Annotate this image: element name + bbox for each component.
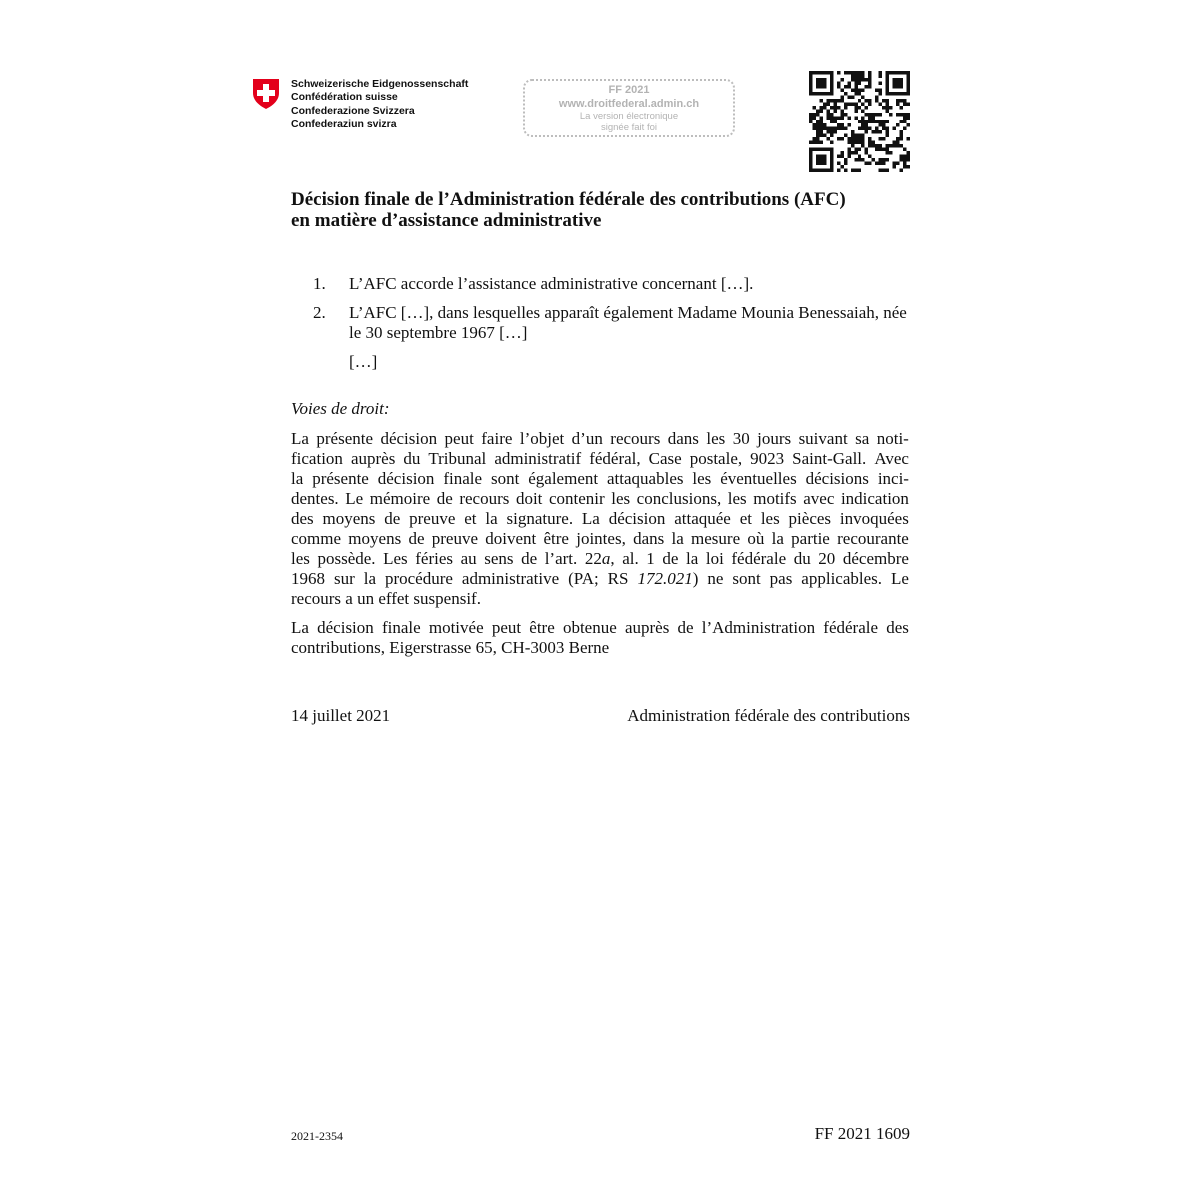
word: éventuelles bbox=[720, 469, 797, 488]
word: décembre bbox=[842, 549, 909, 568]
word: jours bbox=[757, 429, 792, 448]
decision-date: 14 juillet 2021 bbox=[291, 706, 391, 725]
federal-name-rm: Confederaziun svizra bbox=[291, 118, 397, 131]
word: où bbox=[747, 529, 765, 548]
word: doivent bbox=[485, 529, 537, 548]
word: les bbox=[692, 469, 712, 488]
title-line-2: en matière d’assistance administrative bbox=[291, 210, 602, 231]
word: la bbox=[291, 469, 304, 488]
word: 65, bbox=[475, 638, 502, 657]
word: postale, bbox=[689, 449, 743, 468]
list-item-text: L’AFC accorde l’assistance administrative concernant […]. bbox=[349, 274, 754, 293]
word: sens bbox=[484, 549, 514, 568]
word: décision bbox=[608, 509, 666, 528]
word: Avec bbox=[874, 449, 909, 468]
word: RS bbox=[607, 569, 629, 588]
word: jointes, bbox=[576, 529, 626, 548]
word: sur bbox=[333, 569, 355, 588]
paragraph-line bbox=[291, 469, 909, 489]
word: al. bbox=[622, 549, 639, 568]
word: applicables. bbox=[801, 569, 883, 588]
decision-list bbox=[291, 274, 911, 372]
word: ne bbox=[707, 569, 724, 588]
word: de bbox=[436, 489, 453, 508]
word: décision bbox=[380, 429, 438, 448]
word: attaquables bbox=[607, 469, 684, 488]
word: 9023 bbox=[750, 449, 785, 468]
word: suivant bbox=[798, 429, 848, 448]
word: du bbox=[793, 549, 811, 568]
word: des bbox=[886, 618, 909, 637]
word: invoquées bbox=[839, 509, 909, 528]
word: l’art. bbox=[544, 549, 578, 568]
word: recours bbox=[610, 429, 661, 448]
word: noti- bbox=[876, 429, 909, 448]
word: La bbox=[291, 429, 309, 448]
word: loi bbox=[705, 549, 724, 568]
word: CH-3003 bbox=[501, 638, 569, 657]
word: présente bbox=[316, 429, 374, 448]
paragraph-line bbox=[291, 618, 909, 638]
word: la bbox=[771, 529, 784, 548]
word: a bbox=[345, 589, 358, 608]
word: pièces bbox=[788, 509, 832, 528]
list-item-number: 1. bbox=[313, 274, 326, 293]
word: être bbox=[529, 618, 555, 637]
list-item-text: L’AFC […], dans lesquelles apparaît également Madame Mounia Benessaiah, née le 30 septembre 1967 […] bbox=[349, 303, 907, 342]
word: finale bbox=[443, 469, 483, 488]
word: Les bbox=[383, 549, 408, 568]
word: l’Administration bbox=[701, 618, 816, 637]
federal-name-fr: Confédération suisse bbox=[291, 91, 398, 104]
word: Le bbox=[345, 489, 364, 508]
word: les bbox=[611, 489, 631, 508]
list-item bbox=[291, 274, 911, 294]
word: de bbox=[677, 618, 694, 637]
word: décision bbox=[377, 469, 435, 488]
word: motifs bbox=[753, 489, 797, 508]
paragraph-line bbox=[291, 569, 909, 589]
stamp-ff: FF 2021 bbox=[608, 84, 650, 96]
word: Tribunal bbox=[428, 449, 487, 468]
word: mémoire bbox=[369, 489, 431, 508]
word: de bbox=[384, 509, 401, 528]
word: contenir bbox=[548, 489, 605, 508]
word: la bbox=[485, 509, 498, 528]
word: sont bbox=[490, 469, 520, 488]
qr-code-icon bbox=[809, 71, 910, 172]
voies-de-droit-label: Voies de droit: bbox=[291, 399, 390, 418]
word: recours bbox=[459, 489, 510, 508]
word: auprès bbox=[350, 449, 396, 468]
paragraph-line bbox=[291, 589, 909, 609]
word: 30 bbox=[732, 429, 750, 448]
word: procédure bbox=[384, 569, 453, 588]
word: 22a, bbox=[584, 549, 615, 568]
list-ellipsis: […] bbox=[349, 352, 378, 371]
word: de bbox=[408, 529, 425, 548]
document-reference: 2021-2354 bbox=[291, 1129, 343, 1143]
word: inci- bbox=[877, 469, 909, 488]
word: finale bbox=[381, 618, 421, 637]
word: présente bbox=[312, 469, 369, 488]
word: du bbox=[403, 449, 421, 468]
electronic-version-stamp bbox=[523, 79, 735, 137]
word: de bbox=[662, 549, 679, 568]
word: les bbox=[760, 509, 780, 528]
word: La bbox=[581, 509, 600, 528]
word: avec bbox=[803, 489, 835, 508]
word: féries bbox=[415, 549, 454, 568]
paragraph-line bbox=[291, 429, 909, 449]
word: fédérale bbox=[823, 618, 879, 637]
federal-name-it: Confederazione Svizzera bbox=[291, 104, 415, 117]
document-title bbox=[291, 189, 931, 231]
obtain-decision-paragraph bbox=[291, 618, 909, 658]
word: La bbox=[291, 618, 309, 637]
word: la bbox=[671, 529, 684, 548]
word: motivée bbox=[428, 618, 484, 637]
word: recourante bbox=[837, 529, 909, 548]
word: 172.021) bbox=[637, 569, 699, 588]
word: administrative bbox=[461, 569, 560, 588]
federal-gazette-reference: FF 2021 1609 bbox=[814, 1124, 910, 1143]
word: les bbox=[706, 429, 726, 448]
word: administratif bbox=[494, 449, 582, 468]
word: des bbox=[291, 509, 314, 528]
word: faire bbox=[481, 429, 513, 448]
word: conclusions, bbox=[636, 489, 722, 508]
word: décisions bbox=[805, 469, 869, 488]
word: sa bbox=[855, 429, 870, 448]
word: de bbox=[521, 549, 538, 568]
word: également bbox=[528, 469, 599, 488]
federal-name-de: Schweizerische Eidgenossenschaft bbox=[291, 78, 469, 90]
issuing-authority: Administration fédérale des contributions bbox=[627, 706, 910, 725]
paragraph-line bbox=[291, 638, 909, 658]
word: 1 bbox=[646, 549, 655, 568]
swiss-crest-icon bbox=[252, 78, 280, 110]
word: la bbox=[686, 549, 699, 568]
word: partie bbox=[791, 529, 830, 548]
word: Eigerstrasse bbox=[389, 638, 476, 657]
word: Saint-Gall. bbox=[792, 449, 867, 468]
paragraph-line bbox=[291, 449, 909, 469]
word: fédéral, bbox=[589, 449, 641, 468]
recourse-paragraph bbox=[291, 429, 909, 609]
word: moyens bbox=[322, 509, 376, 528]
list-item bbox=[291, 303, 911, 343]
word: peut bbox=[491, 618, 522, 637]
word: suspensif. bbox=[413, 589, 481, 608]
word: attaquée bbox=[674, 509, 731, 528]
word: l’objet bbox=[519, 429, 565, 448]
word: un bbox=[357, 589, 379, 608]
paragraph-line bbox=[291, 509, 909, 529]
word: preuve bbox=[431, 529, 478, 548]
word: être bbox=[543, 529, 569, 548]
word: décision bbox=[317, 618, 374, 637]
word: d’un bbox=[571, 429, 603, 448]
word: 20 bbox=[818, 549, 836, 568]
word: effet bbox=[378, 589, 414, 608]
word: sont bbox=[732, 569, 761, 588]
word: Berne bbox=[568, 638, 610, 657]
word: fication bbox=[291, 449, 343, 468]
paragraph-line bbox=[291, 489, 909, 509]
word: au bbox=[460, 549, 477, 568]
word: et bbox=[739, 509, 752, 528]
list-item-number: 2. bbox=[313, 303, 326, 322]
word: fédérale bbox=[731, 549, 787, 568]
stamp-note-1: La version électronique bbox=[579, 111, 679, 122]
word: preuve bbox=[409, 509, 456, 528]
word: la bbox=[363, 569, 376, 588]
word: les bbox=[291, 549, 310, 568]
word: moyens bbox=[348, 529, 402, 548]
paragraph-line bbox=[291, 529, 909, 549]
word: indication bbox=[840, 489, 909, 508]
word: possède. bbox=[317, 549, 376, 568]
stamp-note-2: signée fait foi bbox=[601, 122, 657, 133]
word: peut bbox=[444, 429, 474, 448]
word: obtenue bbox=[562, 618, 617, 637]
word: recours bbox=[291, 589, 346, 608]
word: dans bbox=[633, 529, 665, 548]
federal-names bbox=[291, 78, 468, 132]
word: Case bbox=[648, 449, 682, 468]
word: dans bbox=[667, 429, 699, 448]
title-line-1: Décision finale de l’Administration fédérale des contributions (AFC) bbox=[291, 189, 846, 210]
word: 1968 bbox=[291, 569, 325, 588]
word: comme bbox=[291, 529, 342, 548]
stamp-url: www.droitfederal.admin.ch bbox=[558, 98, 700, 110]
paragraph-line bbox=[291, 549, 909, 569]
word: signature. bbox=[506, 509, 574, 528]
word: Le bbox=[890, 569, 909, 588]
word: auprès bbox=[624, 618, 670, 637]
word: doit bbox=[515, 489, 543, 508]
word: les bbox=[727, 489, 747, 508]
word: dentes. bbox=[291, 489, 339, 508]
word: (PA; bbox=[568, 569, 599, 588]
word: pas bbox=[769, 569, 793, 588]
word: et bbox=[464, 509, 477, 528]
word: contributions, bbox=[291, 638, 390, 657]
word: mesure bbox=[691, 529, 741, 548]
